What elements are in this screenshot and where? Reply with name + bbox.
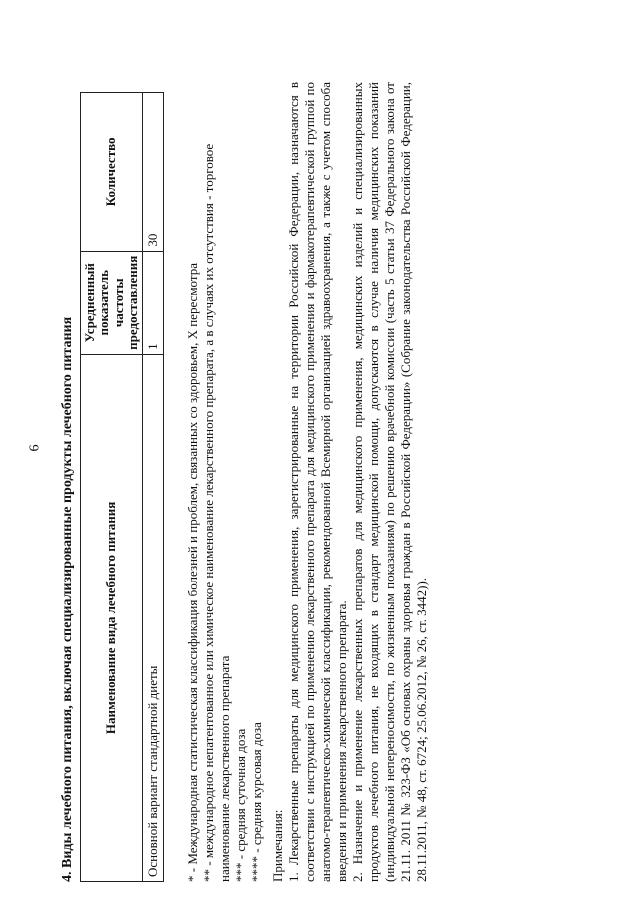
table-row [143, 93, 164, 882]
footnote-inn: ** - международное непатентованное или химическое наименование лекарственного препарата, а в случаях их отсутствия - торговое наименование лекарственного препарата [201, 143, 232, 882]
table-header-row [81, 93, 143, 882]
note-item: 1. Лекарственные препараты для медицинского применения, зарегистрированные на территории Российской Федерации, назначаются в соответствии с инструкцией по применению лекарственного препарата для медицинского применения и фармакотерапевтической группой по анатомо-терапевтическо-химической классификации, рекомендованной Всемирной организацией здравоохранения, а также с учетом способа введения и применения лекарственного препарата. [286, 82, 349, 882]
rotated-content [60, 22, 580, 882]
header-quantity: Количество [81, 93, 143, 252]
section-title: 4. Виды лечебного питания, включая специализированные продукты лечебного питания [60, 316, 75, 882]
diet-table [80, 92, 164, 882]
footnote-course-dose: **** - средняя курсовая доза [249, 722, 264, 882]
notes [270, 82, 430, 882]
header-frequency: Усредненный показатель частоты предоставления [81, 251, 143, 354]
page-number: 6 [27, 444, 43, 452]
footnote-icd: * - Международная статистическая классификация болезней и проблем, связанных со здоровьем, X пересмотра [185, 263, 200, 882]
footnotes [185, 82, 265, 882]
cell-quantity: 30 [143, 93, 164, 252]
footnote-daily-dose: *** - средняя суточная доза [233, 728, 248, 882]
cell-name: Основной вариант стандартной диеты [143, 354, 164, 881]
cell-frequency: 1 [143, 251, 164, 354]
note-item: 2. Назначение и применение лекарственных препаратов для медицинского применения, медицинских изделий и специализированных продуктов лечебного питания, не входящих в стандарт медицинской помощи, допускаются в случае наличия медицинских показаний (индивидуальной непереносимости, по жизненным показаниям) по решению врачебной комиссии (часть 5 статьи 37 Федерального закона от 21.11. 2011 № 323-ФЗ «Об основах охраны здоровья граждан в Российской Федерации» (Собрание законодательства Российской Федерации, 28.11.2011, № 48, ст. 6724; 25.06.2012, № 26, ст. 3442)). [350, 82, 429, 882]
notes-heading: Примечания: [270, 809, 285, 882]
header-name: Наименование вида лечебного питания [81, 354, 143, 881]
